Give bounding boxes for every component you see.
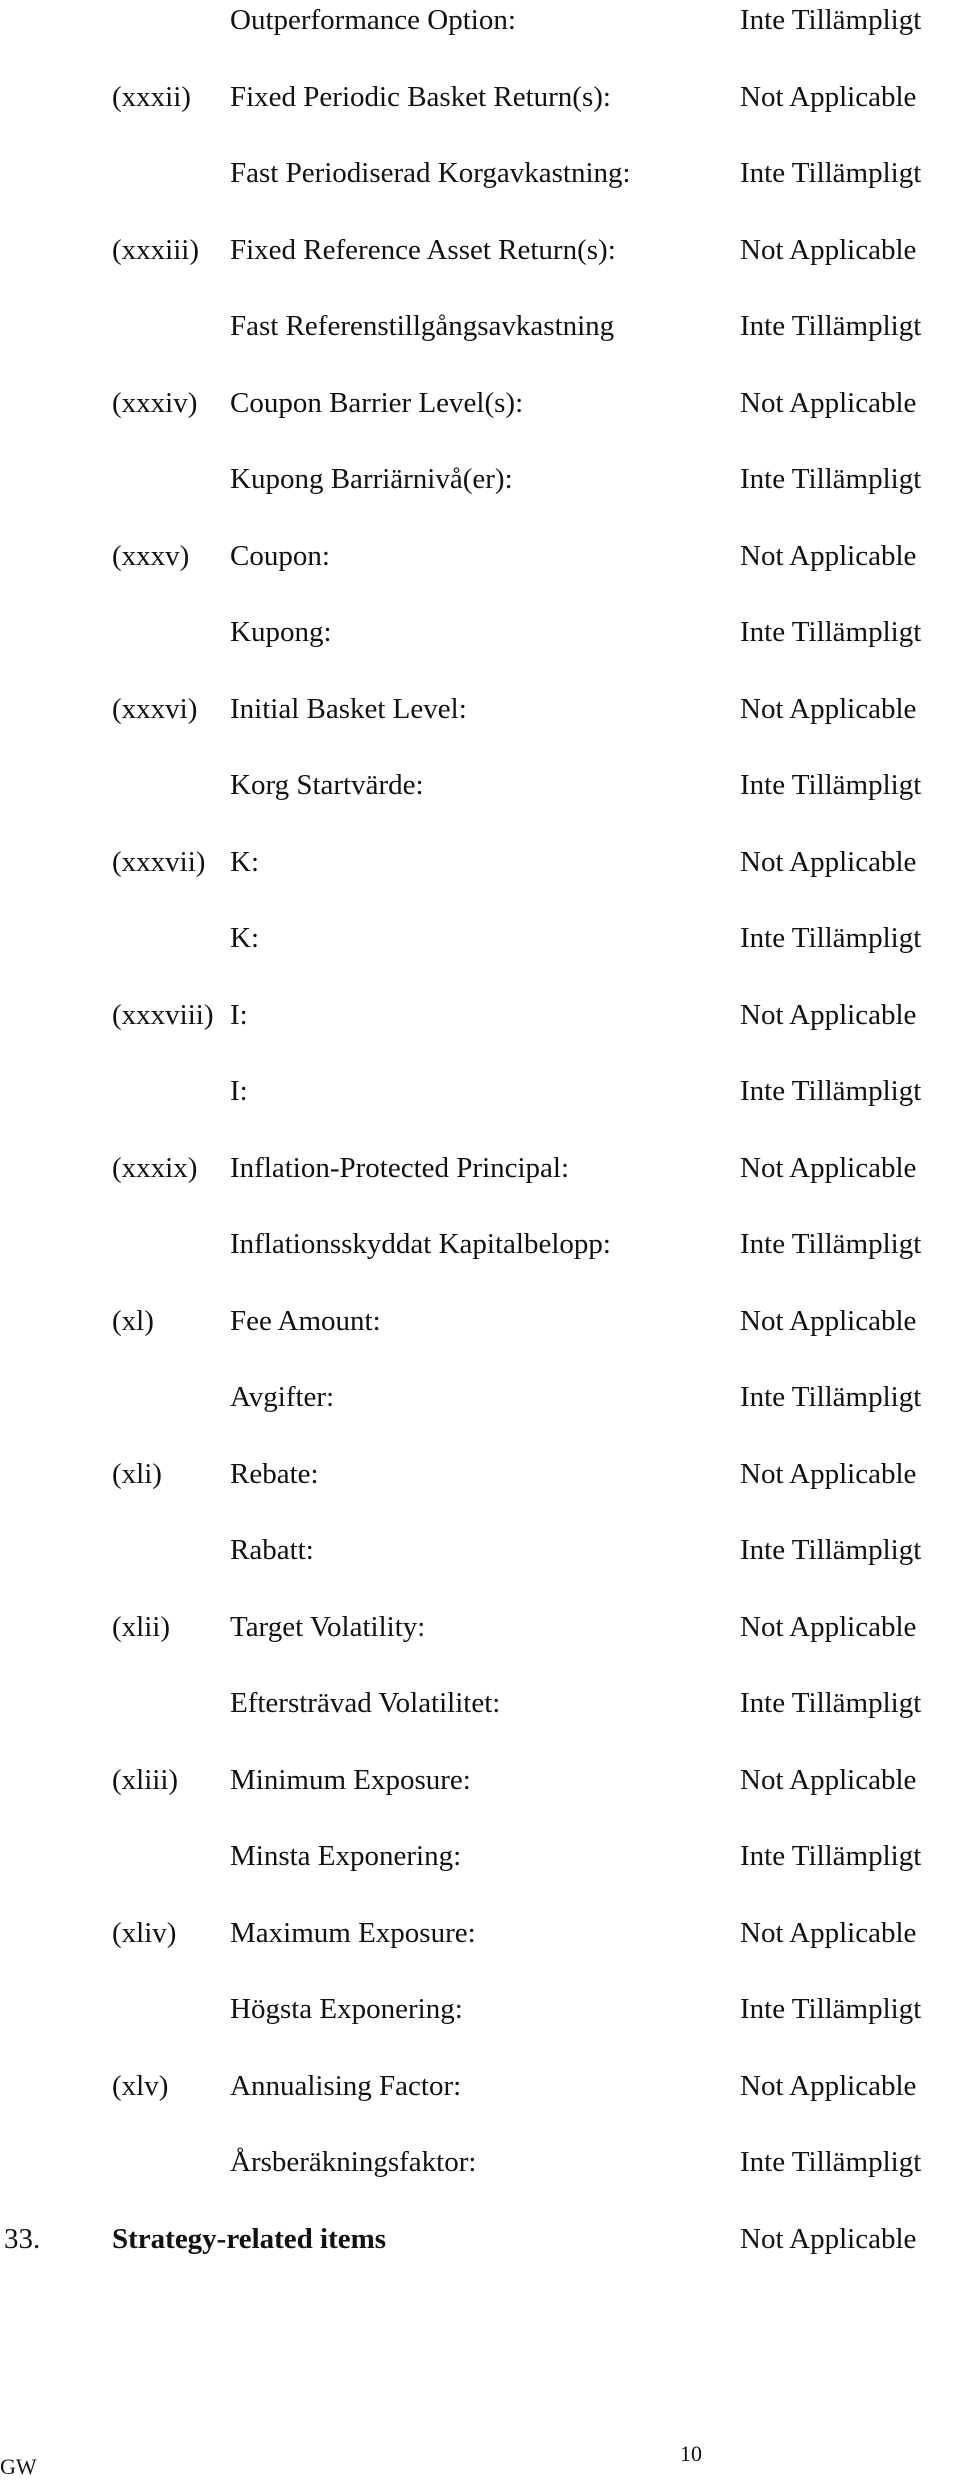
item-label: Fee Amount: bbox=[230, 1304, 381, 1337]
item-number: (xlv) bbox=[112, 2069, 169, 2102]
item-row bbox=[0, 1148, 960, 1188]
item-label: I: bbox=[230, 1075, 248, 1107]
item-value: Not Applicable bbox=[740, 845, 917, 878]
item-label: Högsta Exponering: bbox=[230, 1993, 463, 2025]
item-label: Inflation-Protected Principal: bbox=[230, 1151, 570, 1184]
item-row bbox=[0, 1454, 960, 1494]
item-row bbox=[0, 1224, 960, 1264]
item-row bbox=[0, 765, 960, 805]
item-row bbox=[0, 2066, 960, 2106]
item-number: (xl) bbox=[112, 1304, 154, 1337]
item-row bbox=[0, 1683, 960, 1723]
item-label: Minimum Exposure: bbox=[230, 1763, 471, 1796]
item-label: Rabatt: bbox=[230, 1534, 314, 1566]
section-number: 33. bbox=[4, 2222, 41, 2255]
item-label: Rebate: bbox=[230, 1457, 319, 1490]
item-label: Fixed Periodic Basket Return(s): bbox=[230, 80, 611, 113]
item-number: (xli) bbox=[112, 1457, 162, 1490]
item-row bbox=[0, 1836, 960, 1876]
item-label: Kupong: bbox=[230, 616, 332, 648]
item-value: Not Applicable bbox=[740, 233, 917, 266]
item-label: Coupon Barrier Level(s): bbox=[230, 386, 524, 419]
item-number: (xxxv) bbox=[112, 539, 190, 572]
item-row bbox=[0, 612, 960, 652]
item-value: Inte Tillämpligt bbox=[740, 1993, 922, 2025]
item-number: (xxxiii) bbox=[112, 233, 199, 266]
item-value: Inte Tillämpligt bbox=[740, 922, 922, 954]
item-row bbox=[0, 1071, 960, 1111]
item-label: Initial Basket Level: bbox=[230, 692, 467, 725]
item-value: Not Applicable bbox=[740, 1610, 917, 1643]
item-label: Fast Periodiserad Korgavkastning: bbox=[230, 157, 631, 189]
item-label: Fixed Reference Asset Return(s): bbox=[230, 233, 616, 266]
item-value: Inte Tillämpligt bbox=[740, 463, 922, 495]
item-row bbox=[0, 153, 960, 193]
item-row bbox=[0, 306, 960, 346]
footer-code: GW bbox=[0, 2454, 37, 2479]
item-value: Not Applicable bbox=[740, 998, 917, 1031]
section-value: Not Applicable bbox=[740, 2222, 917, 2255]
item-number: (xliii) bbox=[112, 1763, 179, 1796]
item-value: Inte Tillämpligt bbox=[740, 4, 922, 36]
item-label: Korg Startvärde: bbox=[230, 769, 424, 801]
item-number: (xxxix) bbox=[112, 1151, 198, 1184]
item-label: Inflationsskyddat Kapitalbelopp: bbox=[230, 1228, 611, 1260]
item-value: Inte Tillämpligt bbox=[740, 1381, 922, 1413]
item-value: Not Applicable bbox=[740, 386, 917, 419]
item-row bbox=[0, 1607, 960, 1647]
item-value: Inte Tillämpligt bbox=[740, 1228, 922, 1260]
item-row bbox=[0, 1301, 960, 1341]
item-value: Not Applicable bbox=[740, 1916, 917, 1949]
item-label: Eftersträvad Volatilitet: bbox=[230, 1687, 501, 1719]
item-number: (xlii) bbox=[112, 1610, 170, 1643]
section-title: Strategy-related items bbox=[112, 2222, 387, 2255]
item-number: (xxxviii) bbox=[112, 998, 214, 1031]
item-value: Inte Tillämpligt bbox=[740, 310, 922, 342]
item-number: (xxxiv) bbox=[112, 386, 198, 419]
item-label: Coupon: bbox=[230, 539, 330, 572]
item-row bbox=[0, 1989, 960, 2029]
item-value: Inte Tillämpligt bbox=[740, 1075, 922, 1107]
item-label: Kupong Barriärnivå(er): bbox=[230, 463, 513, 495]
item-label: Årsberäkningsfaktor: bbox=[230, 2146, 477, 2178]
item-row bbox=[0, 1530, 960, 1570]
item-value: Inte Tillämpligt bbox=[740, 769, 922, 801]
item-value: Inte Tillämpligt bbox=[740, 1534, 922, 1566]
item-label: K: bbox=[230, 922, 259, 954]
item-label: Minsta Exponering: bbox=[230, 1840, 462, 1872]
item-label: Outperformance Option: bbox=[230, 4, 516, 36]
item-value: Not Applicable bbox=[740, 692, 917, 725]
item-row bbox=[0, 2142, 960, 2182]
item-row bbox=[0, 842, 960, 882]
item-value: Not Applicable bbox=[740, 1151, 917, 1184]
item-label: Fast Referenstillgångsavkastning bbox=[230, 310, 615, 342]
item-row bbox=[0, 0, 960, 40]
item-value: Not Applicable bbox=[740, 80, 917, 113]
item-value: Not Applicable bbox=[740, 1304, 917, 1337]
item-number: (xliv) bbox=[112, 1916, 177, 1949]
item-value: Not Applicable bbox=[740, 1457, 917, 1490]
item-value: Inte Tillämpligt bbox=[740, 1840, 922, 1872]
item-row bbox=[0, 995, 960, 1035]
page-number: 10 bbox=[680, 2441, 702, 2466]
item-row bbox=[0, 918, 960, 958]
item-value: Inte Tillämpligt bbox=[740, 157, 922, 189]
item-row bbox=[0, 383, 960, 423]
item-label: Annualising Factor: bbox=[230, 2069, 462, 2102]
item-row bbox=[0, 1377, 960, 1417]
item-row bbox=[0, 1760, 960, 1800]
item-number: (xxxvi) bbox=[112, 692, 198, 725]
item-row bbox=[0, 689, 960, 729]
item-label: K: bbox=[230, 845, 259, 878]
item-label: Target Volatility: bbox=[230, 1610, 426, 1643]
item-value: Inte Tillämpligt bbox=[740, 1687, 922, 1719]
item-number: (xxxii) bbox=[112, 80, 191, 113]
item-row bbox=[0, 459, 960, 499]
item-row bbox=[0, 1913, 960, 1953]
item-value: Not Applicable bbox=[740, 539, 917, 572]
item-value: Inte Tillämpligt bbox=[740, 2146, 922, 2178]
item-value: Inte Tillämpligt bbox=[740, 616, 922, 648]
item-row bbox=[0, 77, 960, 117]
item-row bbox=[0, 230, 960, 270]
item-row bbox=[0, 536, 960, 576]
item-value: Not Applicable bbox=[740, 2069, 917, 2102]
item-label: Avgifter: bbox=[230, 1381, 335, 1413]
item-label: I: bbox=[230, 998, 248, 1031]
item-label: Maximum Exposure: bbox=[230, 1916, 476, 1949]
item-number: (xxxvii) bbox=[112, 845, 206, 878]
section-heading-row bbox=[0, 2219, 960, 2259]
item-value: Not Applicable bbox=[740, 1763, 917, 1796]
